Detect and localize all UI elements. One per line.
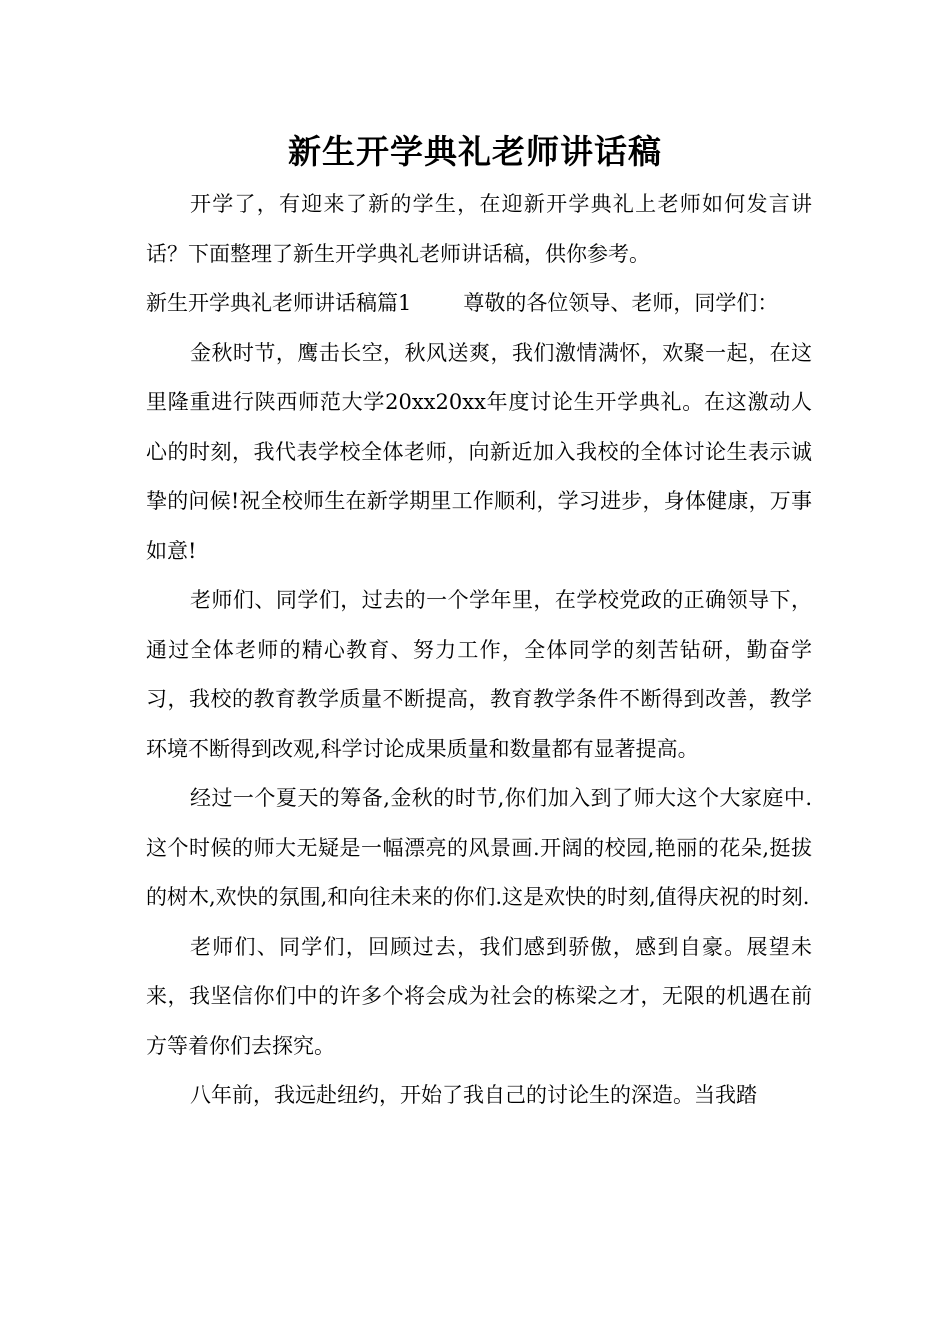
document-title: 新生开学典礼老师讲话稿 [288, 132, 662, 171]
salutation: 尊敬的各位领导、老师，同学们： [463, 291, 779, 315]
body-paragraph: 八年前，我远赴纽约，开始了我自己的讨论生的深造。当我踏 [190, 1083, 757, 1107]
body-paragraph: 老师们、同学们，过去的一个学年里，在学校党政的正确领导下，通过全体老师的精心教育、努力工作，全体同学的刻苦钻研，勤奋学习，我校的教育教学质量不断提高，教育教学条件不断得到改善，教学环境不断得到改观,科学讨论成果质量和数量都有显著提高。 [146, 588, 812, 761]
body-paragraph: 金秋时节，鹰击长空，秋风送爽，我们激情满怀，欢聚一起，在这里隆重进行陕西师范大学20xx20xx年度讨论生开学典礼。在这激动人心的时刻，我代表学校全体老师，向新近加入我校的全体讨论生表示诚挚的问候!祝全校师生在新学期里工作顺利，学习进步，身体健康，万事如意! [146, 340, 812, 563]
body-paragraph: 经过一个夏天的筹备,金秋的时节,你们加入到了师大这个大家庭中.这个时候的师大无疑是一幅漂亮的风景画.开阔的校园,艳丽的花朵,挺拔的树木,欢快的氛围,和向往未来的你们.这是欢快的时刻,值得庆祝的时刻. [146, 786, 812, 909]
section-heading-line [146, 279, 812, 329]
document-body [146, 180, 812, 1121]
section-heading: 新生开学典礼老师讲话稿篇1 [146, 291, 412, 315]
intro-paragraph: 开学了，有迎来了新的学生，在迎新开学典礼上老师如何发言讲话？下面整理了新生开学典礼老师讲话稿，供你参考。 [146, 192, 812, 266]
body-paragraph: 老师们、同学们，回顾过去，我们感到骄傲，感到自豪。展望未来，我坚信你们中的许多个将会成为社会的栋梁之才，无限的机遇在前方等着你们去探究。 [146, 934, 812, 1058]
